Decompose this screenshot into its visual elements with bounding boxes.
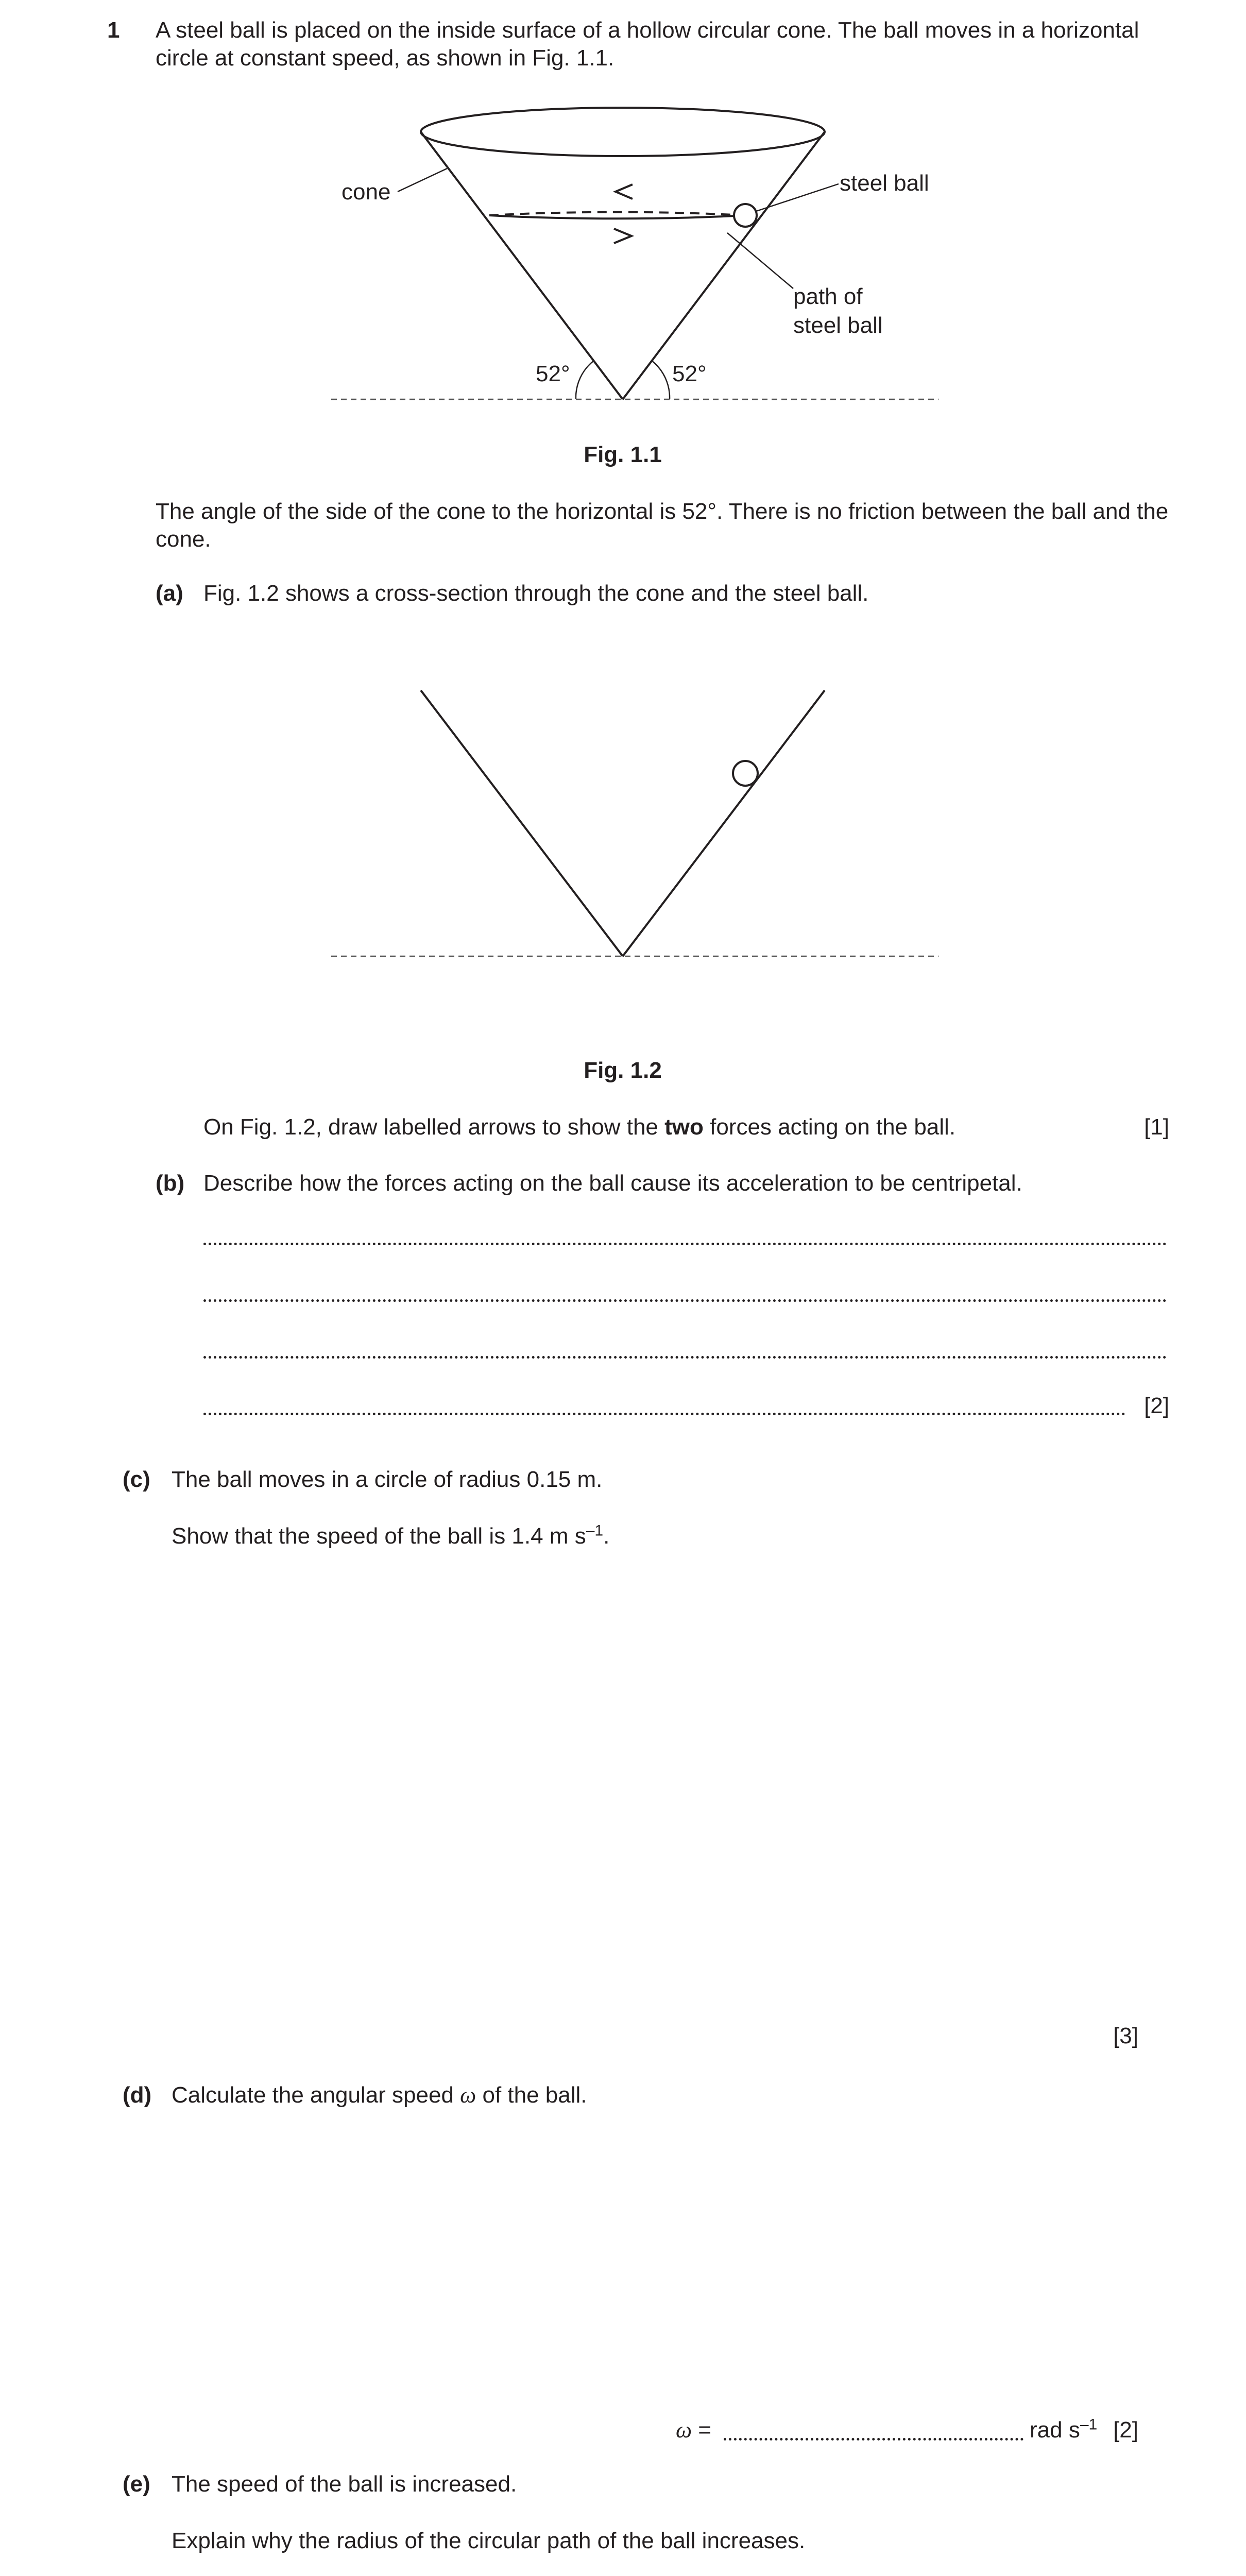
context-paragraph: The angle of the side of the cone to the horizontal is 52°. There is no friction between the ball and the cone. — [156, 499, 1169, 552]
part-b-text: Describe how the forces acting on the ball cause its acceleration to be centripetal. — [203, 1171, 1022, 1196]
part-e-explain: Explain why the radius of the circular path of the ball increases. — [172, 2528, 806, 2553]
label-path-line2: steel ball — [793, 313, 883, 338]
cross-section-right — [623, 690, 825, 956]
part-a-marks: [1] — [1144, 1114, 1169, 1140]
part-a-label: (a) — [156, 581, 183, 606]
answer-line-d[interactable] — [724, 2438, 1023, 2441]
arrow-front-right — [614, 229, 631, 243]
label-steel-ball: steel ball — [840, 171, 929, 196]
leader-ball — [756, 184, 839, 211]
answer-line-b3[interactable] — [203, 1356, 1167, 1359]
leader-cone — [398, 168, 447, 192]
question-number: 1 — [107, 18, 120, 43]
cross-section-left — [421, 690, 623, 956]
label-angle-left: 52° — [536, 361, 570, 386]
label-cone: cone — [342, 179, 391, 205]
answer-line-b4[interactable] — [203, 1413, 1125, 1415]
cone-rim — [421, 108, 825, 156]
figure-1-2-caption: Fig. 1.2 — [584, 1058, 662, 1083]
cone-side-left — [421, 132, 623, 399]
part-e-text: The speed of the ball is increased. — [172, 2471, 517, 2497]
angle-arc-left — [576, 361, 594, 399]
part-a-text: Fig. 1.2 shows a cross-section through the cone and the steel ball. — [203, 581, 869, 606]
leader-path — [727, 233, 793, 289]
path-front-solid — [489, 215, 744, 218]
part-d-label: (d) — [123, 2082, 152, 2108]
part-b-marks: [2] — [1144, 1393, 1169, 1418]
part-d-marks: [2] — [1113, 2417, 1138, 2443]
part-c-marks: [3] — [1113, 2023, 1138, 2048]
part-d-text: Calculate the angular speed ω of the ball. — [172, 2082, 587, 2108]
part-c-show: Show that the speed of the ball is 1.4 m $s^{-1}$. — [172, 1522, 610, 1549]
angle-arc-right — [652, 361, 670, 399]
steel-ball-fig2 — [733, 761, 758, 786]
answer-line-b1[interactable] — [203, 1243, 1167, 1245]
figure-1-1-caption: Fig. 1.1 — [584, 442, 662, 467]
question-intro: A steel ball is placed on the inside surface of a hollow circular cone. The ball moves in a horizontal circle at constant speed, as shown in Fig. 1.1. — [156, 18, 1139, 71]
label-path-line1: path of — [793, 284, 863, 309]
part-a-instruction: On Fig. 1.2, draw labelled arrows to show the two forces acting on the ball. — [203, 1114, 956, 1140]
arrow-back-left — [616, 184, 633, 199]
answer-line-b2[interactable] — [203, 1299, 1167, 1302]
steel-ball-fig1 — [734, 204, 757, 227]
part-b-label: (b) — [156, 1171, 185, 1196]
part-d-answer-prefix: ω = — [676, 2417, 711, 2443]
cone-side-right — [623, 132, 825, 399]
part-c-text: The ball moves in a circle of radius 0.15 m. — [172, 1467, 603, 1492]
label-angle-right: 52° — [672, 361, 707, 386]
part-c-label: (c) — [123, 1467, 150, 1492]
part-d-unit: rad $s^{-1}$ — [1030, 2416, 1098, 2443]
part-e-label: (e) — [123, 2471, 150, 2497]
path-back-dashed — [489, 212, 744, 215]
